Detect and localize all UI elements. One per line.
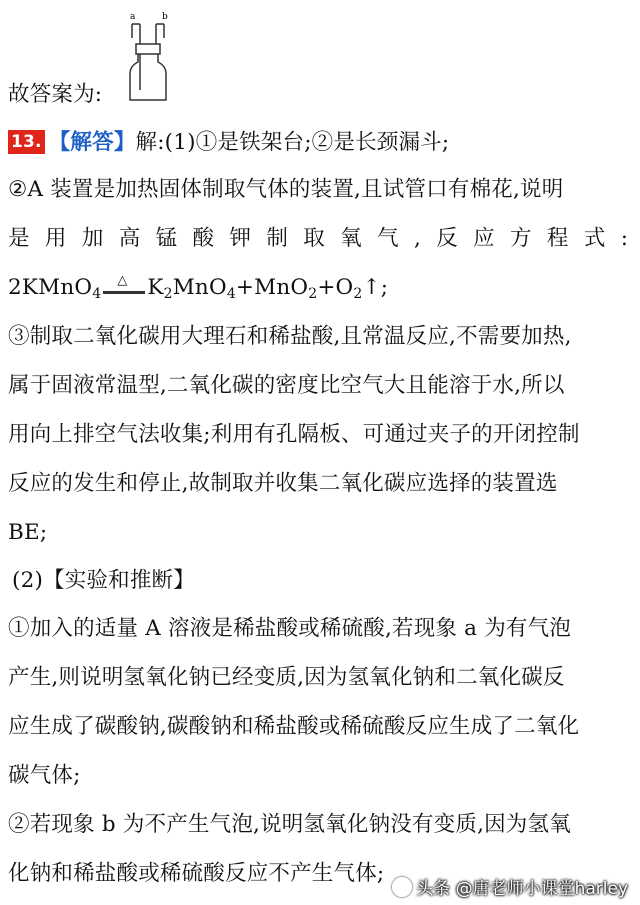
eq-product-1b: MnO	[172, 275, 227, 300]
watermark-logo-icon	[392, 877, 412, 897]
heating-condition	[103, 273, 145, 298]
line3-char: 程	[546, 226, 569, 251]
eq-tail: ↑;	[362, 275, 389, 300]
line3-char: 气	[377, 226, 399, 251]
apparatus-label-a: a	[130, 12, 136, 22]
line3-char: :	[620, 226, 628, 251]
gas-bottle-diagram	[118, 10, 178, 105]
eq-product-1-sub: 2	[163, 286, 173, 302]
eq-product-1b-sub: 4	[226, 286, 236, 302]
part1-line-2: ②A 装置是加热固体制取气体的装置,且试管口有棉花,说明	[8, 177, 564, 202]
part1-line-5: ③制取二氧化碳用大理石和稀盐酸,且常温反应,不需要加热,	[8, 324, 572, 349]
line3-char: 钾	[229, 226, 251, 251]
part1-line-8: 反应的发生和停止,故制取并收集二氧化碳应选择的装置选	[8, 471, 558, 496]
part1-line-6: 属于固液常温型,二氧化碳的密度比空气大且能溶于水,所以	[8, 373, 565, 398]
eq-product-3-sub: 2	[353, 286, 363, 302]
part1-line-9: BE;	[8, 520, 48, 545]
line3-char: 式	[583, 226, 606, 251]
eq-product-2: +MnO	[235, 275, 309, 300]
part2-line-13: 应生成了碳酸钠,碳酸钠和稀盐酸或稀硫酸反应生成了二氧化	[8, 714, 580, 739]
question-line-1	[8, 128, 449, 158]
part1-line-3	[8, 224, 628, 254]
part2-line-12: 产生,则说明氢氧化钠已经变质,因为氢氧化钠和二氧化碳反	[8, 665, 565, 690]
apparatus-label-b: b	[162, 12, 168, 22]
eq-product-3: +O	[317, 275, 354, 300]
eq-reactant-sub: 4	[92, 286, 102, 302]
line3-char: 取	[303, 226, 325, 251]
line3-char: 方	[510, 226, 532, 251]
line3-char: 锰	[155, 226, 178, 251]
delta-symbol: △	[117, 273, 128, 288]
part2-line-14: 碳气体;	[8, 763, 81, 788]
chemical-equation	[8, 273, 388, 309]
watermark-text: 头条 @唐老师小课堂harley	[416, 879, 628, 899]
part2-line-15: ②若现象 b 为不产生气泡,说明氢氧化钠没有变质,因为氢氧	[8, 812, 571, 837]
line3-char: 用	[44, 226, 67, 251]
solution-tag: 【解答】	[48, 130, 136, 155]
answer-prefix: 故答案为:	[8, 82, 103, 107]
line3-char: ,	[413, 226, 421, 251]
eq-product-2-sub: 2	[308, 286, 318, 302]
part1-line-7: 用向上排空气法收集;利用有孔隔板、可通过夹子的开闭控制	[8, 422, 580, 447]
line3-char: 是	[8, 226, 30, 251]
part2-line-11: ①加入的适量 A 溶液是稀盐酸或稀硫酸,若现象 a 为有气泡	[8, 616, 572, 641]
line3-char: 制	[266, 226, 288, 251]
eq-reactant: 2KMnO	[8, 275, 93, 300]
part2-heading: (2)【实验和推断】	[12, 568, 195, 593]
question-line-1-text: 解:(1)①是铁架台;②是长颈漏斗;	[135, 130, 450, 155]
line3-char: 氧	[340, 226, 362, 251]
line3-char: 反	[436, 226, 458, 251]
line3-char: 加	[81, 226, 104, 251]
watermark	[392, 874, 628, 899]
line3-char: 酸	[192, 226, 215, 251]
equation-bar	[103, 291, 145, 294]
line3-char: 应	[473, 226, 495, 251]
line3-char: 高	[118, 226, 141, 251]
eq-product-1: K	[147, 275, 164, 300]
question-number-badge: 13.	[8, 130, 45, 154]
part2-line-16: 化钠和稀盐酸或稀硫酸反应不产生气体;	[8, 861, 385, 886]
